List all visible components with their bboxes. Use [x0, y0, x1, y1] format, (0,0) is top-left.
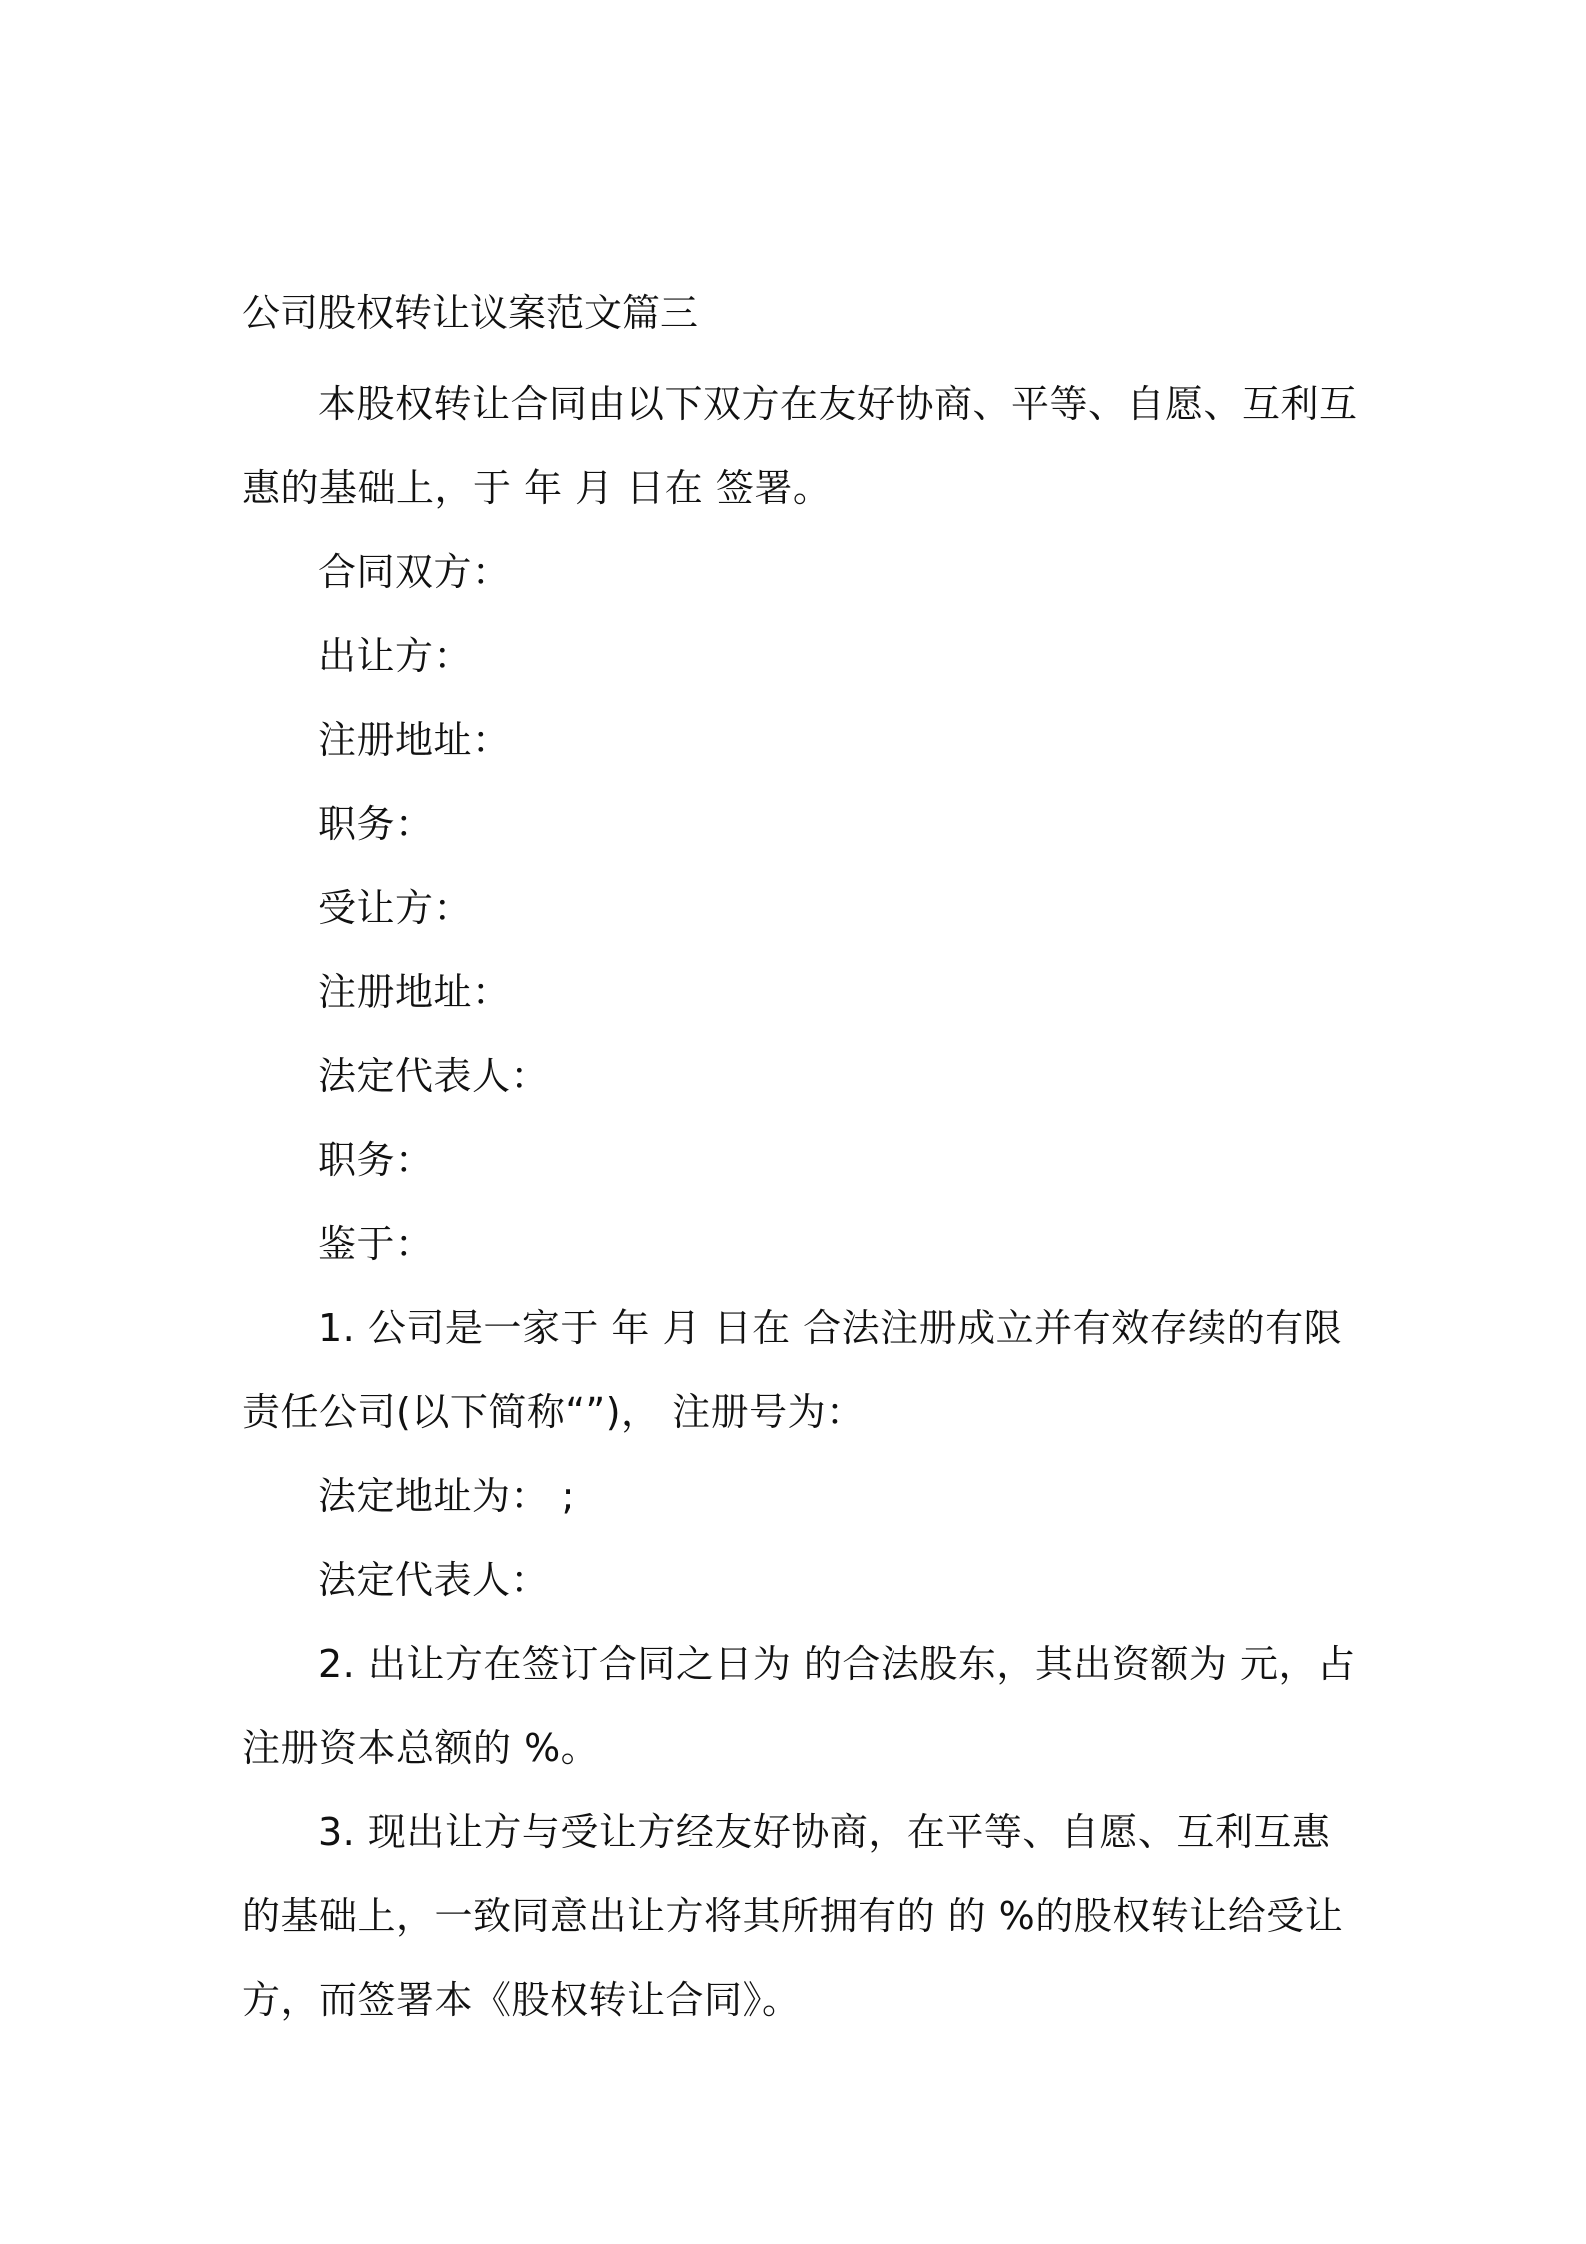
transferee-rep-label: 法定代表人：: [318, 1054, 550, 1098]
document-title: 公司股权转让议案范文篇三: [242, 291, 699, 335]
whereas-label: 鉴于：: [318, 1222, 434, 1266]
clause-3: 3. 现出让方与受让方经友好协商，在平等、自愿、互利互惠的基础上，一致同意出让方将其所拥有的 的 %的股权转让给受让方，而签署本《股权转让合同》。: [242, 1810, 1344, 2022]
transferor-label: 出让方：: [318, 634, 473, 678]
transferee-address-label: 注册地址：: [318, 970, 511, 1014]
legal-rep-line: 法定代表人：: [318, 1558, 550, 1602]
intro-paragraph: 本股权转让合同由以下双方在友好协商、平等、自愿、互利互惠的基础上，于 年 月 日在 签署。: [242, 382, 1358, 510]
document-body: [242, 278, 1362, 2042]
transferee-position-label: 职务：: [318, 1138, 434, 1182]
clause-2: 2. 出让方在签订合同之日为 的合法股东，其出资额为 元，占注册资本总额的 %。: [242, 1642, 1356, 1770]
clause-1: 1. 公司是一家于 年 月 日在 合法注册成立并有效存续的有限责任公司(以下简称“”)， 注册号为：: [242, 1306, 1343, 1434]
parties-heading: 合同双方：: [318, 550, 511, 594]
transferor-address-label: 注册地址：: [318, 718, 511, 762]
transferee-label: 受让方：: [318, 886, 473, 930]
legal-address-line: 法定地址为： ;: [318, 1474, 575, 1518]
transferor-position-label: 职务：: [318, 802, 434, 846]
